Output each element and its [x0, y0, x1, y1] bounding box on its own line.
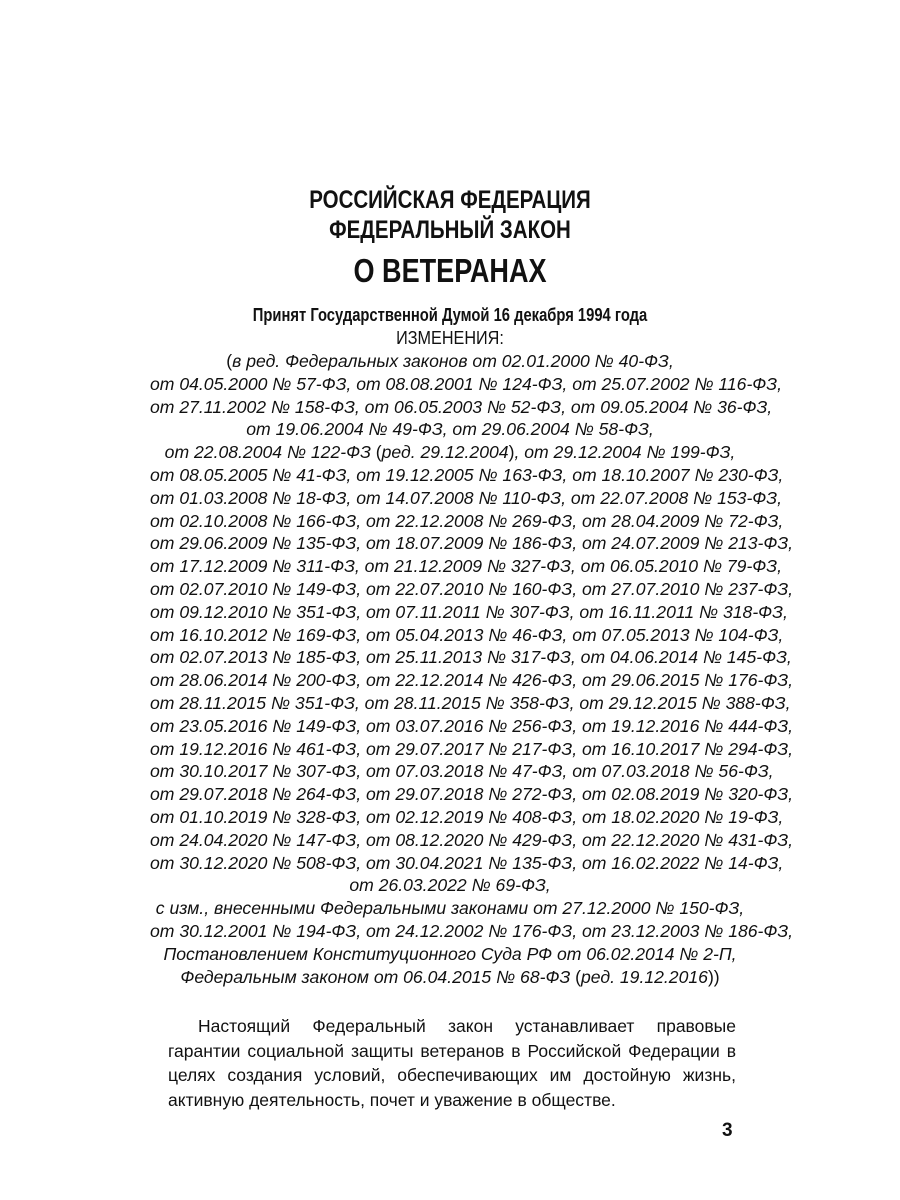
amendment-line — [150, 350, 750, 373]
amendment-text: от 01.03.2008 № 18-ФЗ, от 14.07.2008 № 110-ФЗ, от 22.07.2008 № 153-ФЗ, — [150, 487, 782, 508]
changes-heading: ИЗМЕНЕНИЯ: — [396, 328, 504, 348]
amendment-text: от 02.10.2008 № 166-ФЗ, от 22.12.2008 № 269-ФЗ, от 28.04.2009 № 72-ФЗ, — [150, 510, 784, 531]
amendment-text: от 23.05.2016 № 149-ФЗ, от 03.07.2016 № 256-ФЗ, от 19.12.2016 № 444-ФЗ, — [150, 715, 794, 736]
amendment-line — [150, 852, 784, 875]
amendment-line — [150, 418, 750, 441]
amendment-text: )) — [707, 966, 720, 987]
page-number: 3 — [722, 1120, 733, 1141]
country-heading: РОССИЙСКАЯ ФЕДЕРАЦИЯ — [309, 186, 591, 214]
amendment-text: от 28.06.2014 № 200-ФЗ, от 22.12.2014 № 426-ФЗ, от 29.06.2015 № 176-ФЗ, — [150, 670, 794, 691]
amendment-text: от 30.12.2020 № 508-ФЗ, от 30.04.2021 № 135-ФЗ, от 16.02.2022 № 14-ФЗ, — [150, 852, 784, 873]
amendment-line — [150, 715, 794, 738]
amendment-text: от 04.05.2000 № 57-ФЗ, от 08.08.2001 № 124-ФЗ, от 25.07.2002 № 116-ФЗ, — [150, 373, 782, 394]
amendment-text: от 02.07.2010 № 149-ФЗ, от 22.07.2010 № 160-ФЗ, от 27.07.2010 № 237-ФЗ, — [150, 578, 794, 599]
preamble-paragraph — [168, 1014, 736, 1112]
amendment-line — [150, 510, 784, 533]
preamble — [168, 1014, 736, 1112]
amendment-text: Постановлением Конституционного Суда РФ от 06.02.2014 № 2-П, — [163, 943, 737, 964]
amendment-line — [150, 396, 773, 419]
amendment-line — [150, 829, 794, 852]
amendment-text: от 02.07.2013 № 185-ФЗ, от 25.11.2013 № 317-ФЗ, от 04.06.2014 № 145-ФЗ, — [150, 647, 792, 668]
law-title: О ВЕТЕРАНАХ — [353, 252, 547, 289]
amendment-text: от 29.07.2018 № 264-ФЗ, от 29.07.2018 № 272-ФЗ, от 02.08.2019 № 320-ФЗ, — [150, 784, 794, 805]
amendment-line — [150, 578, 794, 601]
amendment-text: от 19.06.2004 № 49-ФЗ, от 29.06.2004 № 58-ФЗ, — [246, 419, 654, 440]
amendment-text: от 17.12.2009 № 311-ФЗ, от 21.12.2009 № 327-ФЗ, от 06.05.2010 № 79-ФЗ, — [150, 556, 782, 577]
amendment-line — [150, 624, 784, 647]
amendment-line — [150, 920, 794, 943]
amendment-text: от 01.10.2019 № 328-ФЗ, от 02.12.2019 № 408-ФЗ, от 18.02.2020 № 19-ФЗ, — [150, 806, 784, 827]
amendment-text: от 19.12.2016 № 461-ФЗ, от 29.07.2017 № 217-ФЗ, от 16.10.2017 № 294-ФЗ, — [150, 738, 794, 759]
amendment-text: ред. 19.12.2016 — [581, 966, 708, 987]
amendment-text: с изм., внесенными Федеральными законами от 27.12.2000 № 150-ФЗ, — [155, 898, 745, 919]
law-type-heading: ФЕДЕРАЛЬНЫЙ ЗАКОН — [329, 216, 571, 244]
amendment-text: от 16.10.2012 № 169-ФЗ, от 05.04.2013 № 46-ФЗ, от 07.05.2013 № 104-ФЗ, — [150, 624, 784, 645]
amendment-text: ( — [575, 966, 581, 987]
amendment-text: от 30.12.2001 № 194-ФЗ, от 24.12.2002 № 176-ФЗ, от 23.12.2003 № 186-ФЗ, — [150, 920, 794, 941]
amendment-line — [150, 555, 782, 578]
amendment-line — [150, 738, 794, 761]
amendment-line — [150, 669, 794, 692]
amendment-line — [150, 373, 782, 396]
amendment-line — [150, 760, 774, 783]
amendment-line — [150, 783, 794, 806]
amendment-line — [150, 692, 791, 715]
amendment-text: , от 29.12.2004 № 199-ФЗ, — [514, 442, 736, 463]
amendment-text: в ред. Федеральных законов от 02.01.2000 № 40-ФЗ, — [232, 351, 674, 371]
amendment-text: от 26.03.2022 № 69-ФЗ, — [349, 875, 551, 896]
amendment-text: от 09.12.2010 № 351-ФЗ, от 07.11.2011 № 307-ФЗ, от 16.11.2011 № 318-ФЗ, — [150, 601, 788, 622]
amendment-text: Федеральным законом от 06.04.2015 № 68-ФЗ — [180, 966, 576, 987]
amendment-text: от 30.10.2017 № 307-ФЗ, от 07.03.2018 № 47-ФЗ, от 07.03.2018 № 56-ФЗ, — [150, 761, 774, 782]
preamble-text: Настоящий Федеральный закон устанавливает правовые гарантии социальной защиты ветеранов в Российской Федерации в целях создания условий, обеспечивающих им достойную жизнь, активную деятельность, почет и уважение в обществе. — [168, 1016, 736, 1110]
amendment-text: от 08.05.2005 № 41-ФЗ, от 19.12.2005 № 163-ФЗ, от 18.10.2007 № 230-ФЗ, — [150, 464, 784, 485]
amendment-line — [150, 464, 784, 487]
amendments-list — [150, 350, 794, 988]
amendment-text: от 29.06.2009 № 135-ФЗ, от 18.07.2009 № 186-ФЗ, от 24.07.2009 № 213-ФЗ, — [150, 533, 794, 554]
adoption-note: Принят Государственной Думой 16 декабря 1994 года — [252, 305, 648, 325]
amendment-line — [150, 966, 750, 989]
amendment-text: ред. 29.12.2004 — [381, 442, 509, 463]
amendment-line — [150, 487, 782, 510]
amendment-text: от 24.04.2020 № 147-ФЗ, от 08.12.2020 № 429-ФЗ, от 22.12.2020 № 431-ФЗ, — [150, 829, 794, 850]
law-header — [0, 185, 900, 326]
amendment-line — [150, 943, 750, 966]
amendment-line — [150, 874, 750, 897]
amendment-text: от 27.11.2002 № 158-ФЗ, от 06.05.2003 № 52-ФЗ, от 09.05.2004 № 36-ФЗ, — [150, 396, 773, 417]
amendment-line — [150, 646, 792, 669]
amendment-line — [150, 897, 750, 920]
amendment-line — [150, 806, 784, 829]
amendment-line — [150, 601, 788, 624]
amendment-text: от 22.08.2004 № 122-ФЗ — [164, 442, 376, 463]
amendment-line — [150, 532, 794, 555]
amendment-line — [150, 441, 750, 464]
amendment-text: ( — [375, 442, 382, 463]
amendment-text: ) — [508, 442, 515, 463]
amendment-text: от 28.11.2015 № 351-ФЗ, от 28.11.2015 № 358-ФЗ, от 29.12.2015 № 388-ФЗ, — [150, 692, 791, 713]
amendment-text: ( — [226, 351, 233, 371]
